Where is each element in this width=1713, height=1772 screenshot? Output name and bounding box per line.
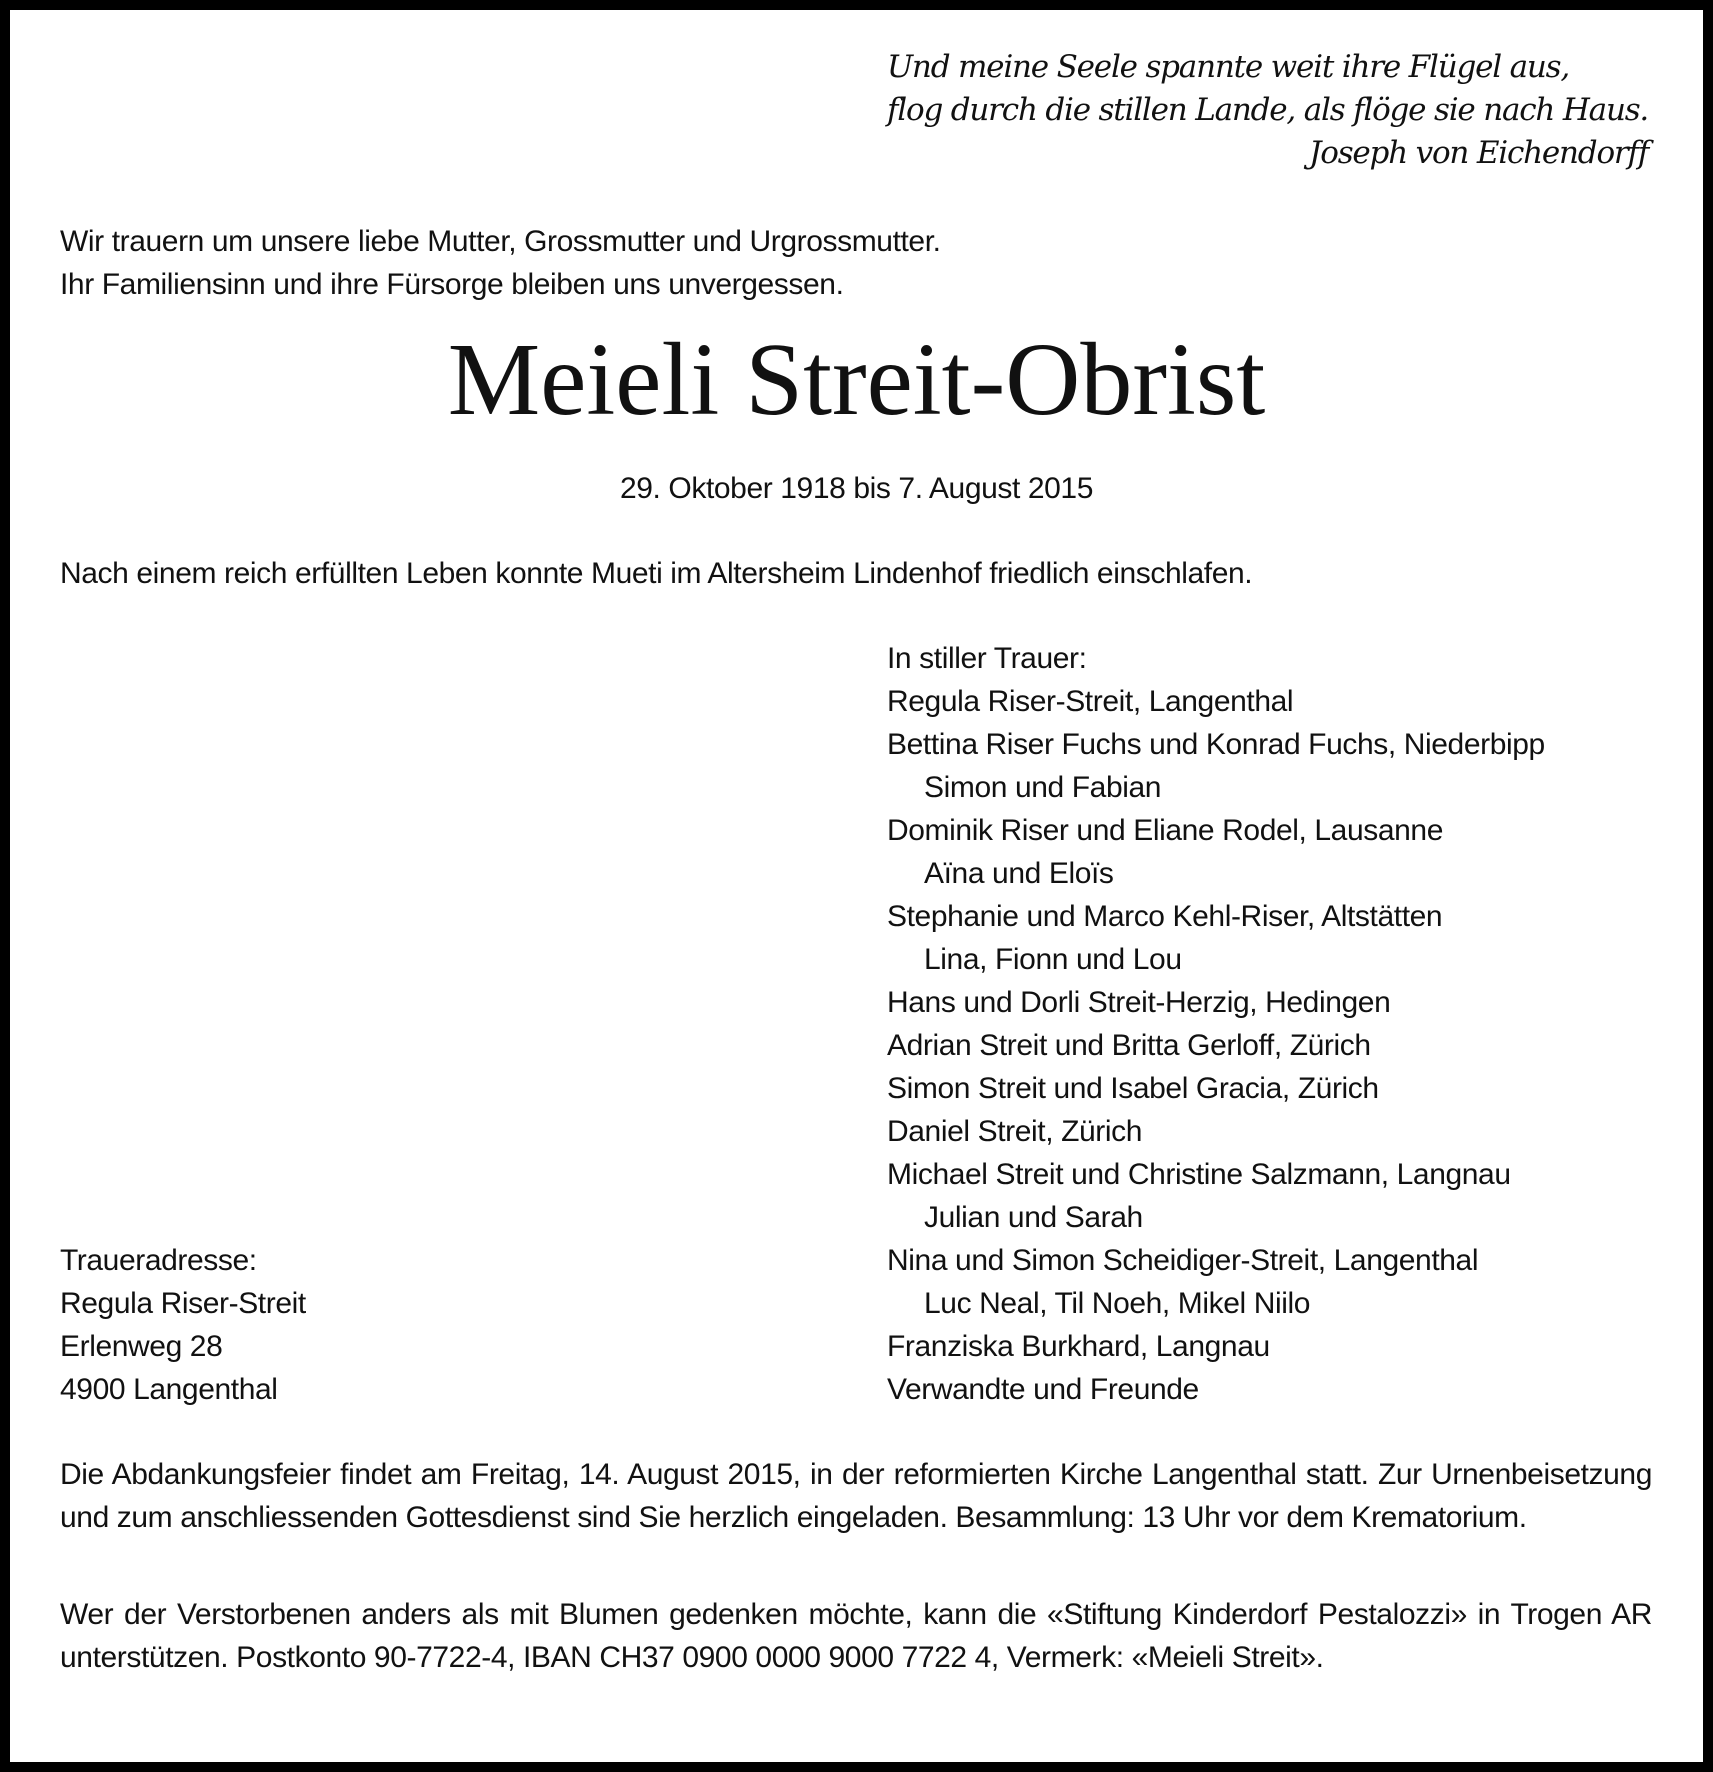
mourner: Nina und Simon Scheidiger-Streit, Langenthal [887, 1244, 1479, 1277]
donation-text: Wer der Verstorbenen anders als mit Blumen gedenken möchte, kann die «Stiftung Kinderdorf Pestalozzi» in Trogen AR unterstützen. Postkonto 90-7722-4, IBAN CH37 0900 0000 9000 7722 4, Vermerk: «Meieli Streit». [60, 1598, 1652, 1674]
mourner: Bettina Riser Fuchs und Konrad Fuchs, Niederbipp [887, 728, 1545, 761]
quote-line: flog durch die stillen Lande, als flöge sie nach Haus. [887, 92, 1649, 128]
address-name: Regula Riser-Streit [60, 1287, 306, 1320]
mourner: Franziska Burkhard, Langnau [887, 1330, 1270, 1363]
quote [887, 46, 1648, 175]
mourner-children: Simon und Fabian [924, 771, 1162, 804]
mourner: Stephanie und Marco Kehl-Riser, Altstätten [887, 900, 1443, 933]
quote-author: Joseph von Eichendorff [1309, 135, 1649, 171]
mourner: Daniel Streit, Zürich [887, 1115, 1143, 1148]
mourner: Adrian Streit und Britta Gerloff, Zürich [887, 1029, 1371, 1062]
passing-text: Nach einem reich erfüllten Leben konnte Mueti im Altersheim Lindenhof friedlich einschlafen. [60, 557, 1253, 590]
deceased-name: Meieli Streit-Obrist [447, 322, 1266, 437]
mourning-address [60, 1239, 306, 1411]
intro-text [60, 220, 941, 306]
quote-line: Und meine Seele spannte weit ihre Flügel aus, [887, 49, 1570, 85]
mourner: Dominik Riser und Eliane Rodel, Lausanne [887, 814, 1443, 847]
mourner-children: Aïna und Eloïs [924, 857, 1114, 890]
life-dates: 29. Oktober 1918 bis 7. August 2015 [619, 472, 1094, 505]
mourner-children: Lina, Fionn und Lou [924, 943, 1182, 976]
address-street: Erlenweg 28 [60, 1330, 223, 1363]
mourner: Verwandte und Freunde [887, 1373, 1199, 1406]
mourner-children: Luc Neal, Til Noeh, Mikel Niilo [924, 1287, 1311, 1320]
intro-line: Wir trauern um unsere liebe Mutter, Grossmutter und Urgrossmutter. [60, 225, 941, 258]
mourner: Simon Streit und Isabel Gracia, Zürich [887, 1072, 1379, 1105]
address-city: 4900 Langenthal [60, 1373, 278, 1406]
mourner: Hans und Dorli Streit-Herzig, Hedingen [887, 986, 1391, 1019]
mourners-heading: In stiller Trauer: [887, 642, 1087, 675]
address-label: Traueradresse: [60, 1244, 257, 1277]
mourners-list [887, 637, 1545, 1411]
intro-line: Ihr Familiensinn und ihre Fürsorge bleiben uns unvergessen. [60, 268, 844, 301]
mourner: Regula Riser-Streit, Langenthal [887, 685, 1294, 718]
mourner-children: Julian und Sarah [924, 1201, 1143, 1234]
ceremony-text: Die Abdankungsfeier findet am Freitag, 14. August 2015, in der reformierten Kirche Langenthal statt. Zur Urnenbeisetzung und zum anschliessenden Gottesdienst sind Sie herzlich eingeladen. Besammlung: 13 Uhr vor dem Krematorium. [60, 1458, 1652, 1534]
mourner: Michael Streit und Christine Salzmann, Langnau [887, 1158, 1511, 1191]
